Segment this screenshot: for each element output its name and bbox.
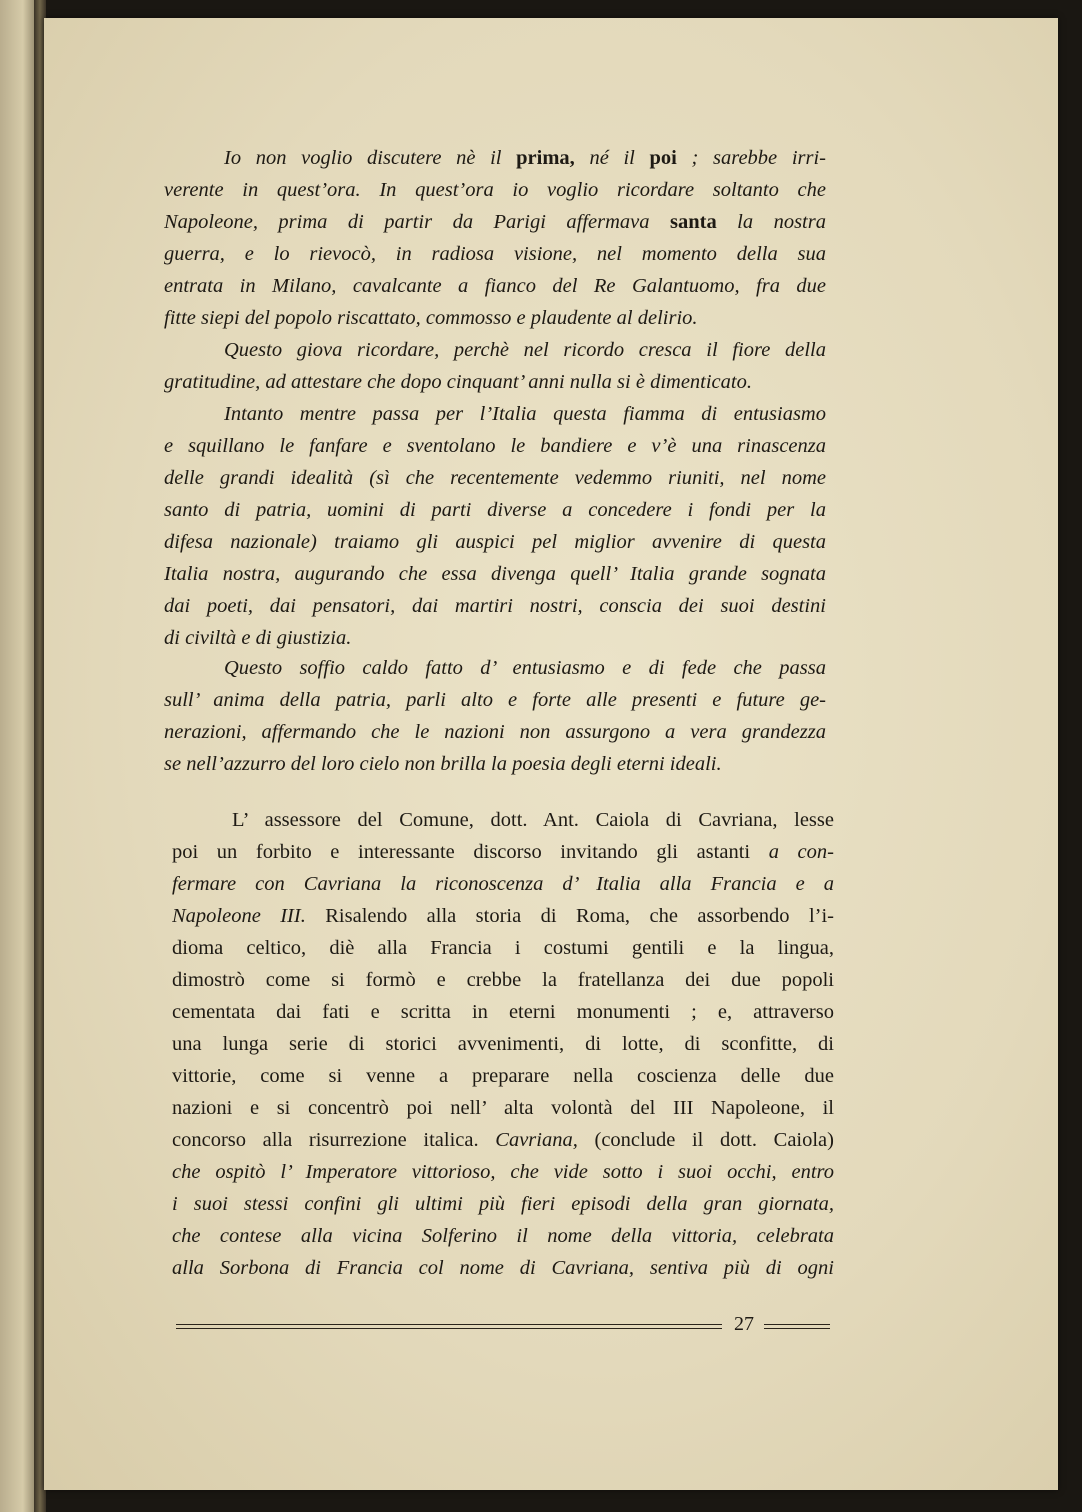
- text-line: [164, 334, 826, 366]
- text-line: [164, 622, 826, 654]
- text-run: nerazioni, affermando che le nazioni non assurgono a vera grandezza: [164, 721, 826, 743]
- text-line: [172, 1156, 834, 1188]
- page-number: 27: [734, 1313, 754, 1335]
- footer-rule-right: [764, 1324, 830, 1329]
- previous-page-edge: [0, 0, 38, 1512]
- text-run: entrata in Milano, cavalcante a fianco del Re Galantuomo, fra due: [164, 275, 826, 297]
- text-run: Cavriana,: [495, 1129, 578, 1151]
- text-line: [164, 270, 826, 302]
- text-run: Italia nostra, augurando che essa divenga quell’ Italia grande sognata: [164, 563, 826, 585]
- text-run: che ospitò l’ Imperatore vittorioso, che vide sotto i suoi occhi, entro: [172, 1161, 834, 1183]
- text-run: Risalendo alla storia di Roma, che assorbendo l’i-: [305, 905, 834, 927]
- text-run: alla Sorbona di Francia col nome di Cavriana, sentiva più di ogni: [172, 1257, 834, 1279]
- text-line: [164, 142, 826, 174]
- text-line: [164, 238, 826, 270]
- text-run: Questo soffio caldo fatto d’ entusiasmo e di fede che passa: [224, 657, 826, 679]
- text-run: concorso alla risurrezione italica.: [172, 1129, 496, 1151]
- text-run: poi un forbito e interessante discorso invitando gli astanti: [172, 841, 769, 863]
- text-run: di civiltà e di giustizia.: [164, 627, 352, 649]
- text-line: [172, 804, 834, 836]
- text-run: e squillano le fanfare e sventolano le bandiere e v’è una rinascenza: [164, 435, 826, 457]
- text-run: Napoleone, prima di partir da Parigi affermava: [164, 211, 670, 233]
- text-line: [164, 684, 826, 716]
- text-run: né il: [574, 147, 650, 169]
- text-run: cementata dai fati e scritta in eterni monumenti ; e, attraverso: [172, 1001, 834, 1023]
- text-run: i suoi stessi confini gli ultimi più fieri episodi della gran giornata,: [172, 1193, 834, 1215]
- text-run: la nostra: [716, 211, 826, 233]
- text-run: difesa nazionale) traiamo gli auspici pel miglior avvenire di questa: [164, 531, 826, 553]
- text-line: [164, 462, 826, 494]
- text-line: [164, 716, 826, 748]
- text-run: delle grandi idealità (sì che recentemente vedemmo riuniti, nel nome: [164, 467, 826, 489]
- text-line: [164, 398, 826, 430]
- text-line: [172, 932, 834, 964]
- text-line: [172, 996, 834, 1028]
- text-line: [172, 1252, 834, 1284]
- text-line: [172, 1060, 834, 1092]
- text-line: [164, 430, 826, 462]
- text-run: Io non voglio discutere nè il: [224, 147, 517, 169]
- text-run: L’ assessore del Comune, dott. Ant. Caiola di Cavriana, lesse: [232, 809, 834, 831]
- text-run: vittorie, come si venne a preparare nella coscienza delle due: [172, 1065, 834, 1087]
- text-run: dioma celtico, diè alla Francia i costumi gentili e la lingua,: [172, 937, 834, 959]
- text-run: sull’ anima della patria, parli alto e forte alle presenti e future ge-: [164, 689, 826, 711]
- text-run: santa: [669, 211, 717, 233]
- text-run: una lunga serie di storici avvenimenti, di lotte, di sconfitte, di: [172, 1033, 834, 1055]
- page-footer: [176, 1313, 830, 1341]
- text-line: [172, 900, 834, 932]
- text-line: [164, 174, 826, 206]
- text-run: se nell’azzurro del loro cielo non brilla la poesia degli eterni ideali.: [164, 753, 722, 775]
- text-run: Questo giova ricordare, perchè nel ricordo cresca il fiore della: [224, 339, 826, 361]
- text-run: (conclude il dott. Caiola): [577, 1129, 834, 1151]
- text-line: [172, 836, 834, 868]
- text-run: prima,: [516, 147, 575, 169]
- text-line: [164, 494, 826, 526]
- text-run: dai poeti, dai pensatori, dai martiri nostri, conscia dei suoi destini: [164, 595, 826, 617]
- text-run: ; sarebbe irri-: [676, 147, 826, 169]
- text-run: gratitudine, ad attestare che dopo cinquant’ anni nulla si è dimenticato.: [164, 371, 752, 393]
- text-run: nazioni e si concentrò poi nell’ alta volontà del III Napoleone, il: [172, 1097, 834, 1119]
- text-line: [164, 652, 826, 684]
- text-line: [172, 868, 834, 900]
- footer-rule-left: [176, 1324, 722, 1329]
- text-run: Intanto mentre passa per l’Italia questa fiamma di entusiasmo: [224, 403, 826, 425]
- text-line: [164, 302, 826, 334]
- text-run: santo di patria, uomini di parti diverse a concedere i fondi per la: [164, 499, 826, 521]
- text-run: guerra, e lo rievocò, in radiosa visione, nel momento della sua: [164, 243, 826, 265]
- text-line: [164, 526, 826, 558]
- text-line: [172, 1092, 834, 1124]
- text-run: verente in quest’ora. In quest’ora io voglio ricordare soltanto che: [164, 179, 826, 201]
- text-line: [172, 1188, 834, 1220]
- text-run: che contese alla vicina Solferino il nome della vittoria, celebrata: [172, 1225, 834, 1247]
- text-line: [172, 964, 834, 996]
- text-line: [164, 558, 826, 590]
- text-run: fermare con Cavriana la riconoscenza d’ Italia alla Francia e a: [172, 873, 834, 895]
- text-run: fitte siepi del popolo riscattato, commosso e plaudente al delirio.: [164, 307, 698, 329]
- text-line: [164, 590, 826, 622]
- text-line: [164, 366, 826, 398]
- text-line: [172, 1220, 834, 1252]
- text-run: Napoleone III.: [172, 905, 306, 927]
- text-line: [164, 206, 826, 238]
- text-line: [172, 1124, 834, 1156]
- text-run: poi: [649, 147, 677, 169]
- text-line: [172, 1028, 834, 1060]
- text-run: a con-: [768, 841, 834, 863]
- text-line: [164, 748, 826, 780]
- text-run: dimostrò come si formò e crebbe la fratellanza dei due popoli: [172, 969, 834, 991]
